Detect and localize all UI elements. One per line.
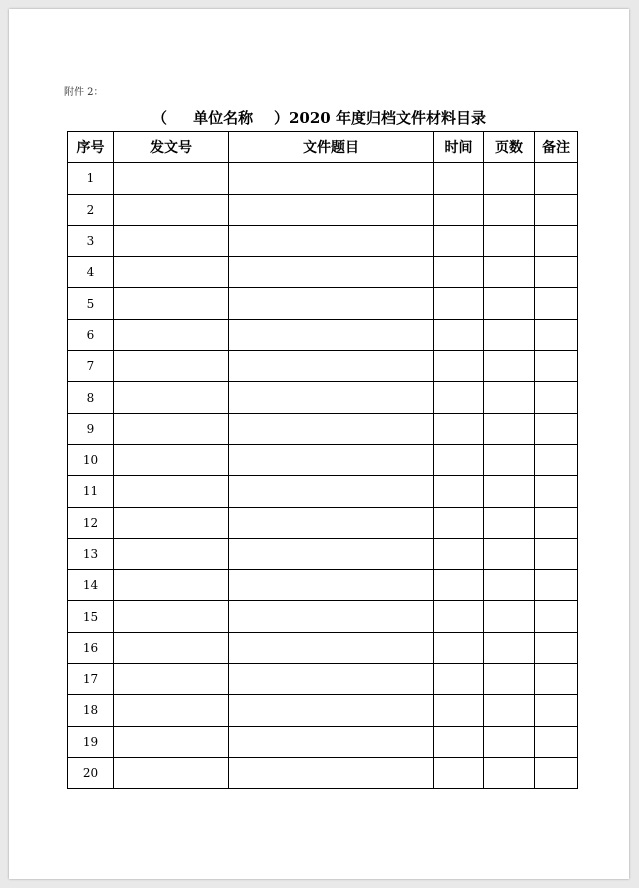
cell-pages[interactable] [484, 257, 535, 288]
cell-date[interactable] [434, 664, 484, 695]
cell-doc-title[interactable] [229, 288, 434, 319]
attachment-label: 附件 2： [64, 87, 104, 98]
cell-seq: 1 [68, 163, 114, 194]
cell-doc-number[interactable] [114, 319, 229, 350]
cell-pages[interactable] [484, 319, 535, 350]
cell-date[interactable] [434, 194, 484, 225]
cell-doc-number[interactable] [114, 726, 229, 757]
table-row [68, 601, 578, 632]
cell-pages[interactable] [484, 413, 535, 444]
cell-remarks[interactable] [535, 757, 578, 788]
cell-doc-title[interactable] [229, 538, 434, 569]
cell-pages[interactable] [484, 288, 535, 319]
cell-doc-number[interactable] [114, 570, 229, 601]
table-row [68, 444, 578, 475]
cell-doc-title[interactable] [229, 507, 434, 538]
cell-seq: 4 [68, 257, 114, 288]
cell-pages[interactable] [484, 757, 535, 788]
cell-remarks[interactable] [535, 194, 578, 225]
cell-doc-number[interactable] [114, 444, 229, 475]
cell-date[interactable] [434, 507, 484, 538]
cell-doc-number[interactable] [114, 257, 229, 288]
cell-pages[interactable] [484, 632, 535, 663]
cell-seq: 19 [68, 726, 114, 757]
table-row [68, 288, 578, 319]
cell-pages[interactable] [484, 695, 535, 726]
table-row [68, 664, 578, 695]
cell-doc-title[interactable] [229, 351, 434, 382]
header-remarks: 备注 [535, 132, 578, 163]
cell-seq: 6 [68, 319, 114, 350]
cell-remarks[interactable] [535, 225, 578, 256]
cell-doc-title[interactable] [229, 664, 434, 695]
cell-seq: 10 [68, 444, 114, 475]
table-row [68, 194, 578, 225]
cell-doc-number[interactable] [114, 757, 229, 788]
cell-doc-title[interactable] [229, 225, 434, 256]
cell-doc-title[interactable] [229, 319, 434, 350]
cell-doc-title[interactable] [229, 194, 434, 225]
table-row [68, 726, 578, 757]
table-row [68, 351, 578, 382]
table-row [68, 476, 578, 507]
cell-doc-number[interactable] [114, 538, 229, 569]
cell-seq: 15 [68, 601, 114, 632]
cell-date[interactable] [434, 476, 484, 507]
cell-pages[interactable] [484, 726, 535, 757]
cell-doc-title[interactable] [229, 726, 434, 757]
cell-date[interactable] [434, 351, 484, 382]
cell-doc-title[interactable] [229, 601, 434, 632]
table-row [68, 695, 578, 726]
cell-doc-number[interactable] [114, 507, 229, 538]
cell-pages[interactable] [484, 163, 535, 194]
cell-remarks[interactable] [535, 538, 578, 569]
cell-pages[interactable] [484, 507, 535, 538]
cell-doc-title[interactable] [229, 257, 434, 288]
cell-seq: 17 [68, 664, 114, 695]
cell-doc-number[interactable] [114, 695, 229, 726]
cell-date[interactable] [434, 382, 484, 413]
cell-remarks[interactable] [535, 476, 578, 507]
table-row [68, 319, 578, 350]
cell-doc-number[interactable] [114, 664, 229, 695]
table-header-row [68, 132, 578, 163]
cell-seq: 8 [68, 382, 114, 413]
cell-date[interactable] [434, 163, 484, 194]
cell-doc-number[interactable] [114, 632, 229, 663]
header-doc-title: 文件题目 [229, 132, 434, 163]
cell-doc-number[interactable] [114, 476, 229, 507]
cell-date[interactable] [434, 257, 484, 288]
cell-seq: 7 [68, 351, 114, 382]
cell-date[interactable] [434, 288, 484, 319]
cell-seq: 12 [68, 507, 114, 538]
header-seq: 序号 [68, 132, 114, 163]
cell-seq: 14 [68, 570, 114, 601]
cell-doc-title[interactable] [229, 632, 434, 663]
table-row [68, 225, 578, 256]
header-doc-number: 发文号 [114, 132, 229, 163]
cell-doc-number[interactable] [114, 194, 229, 225]
cell-remarks[interactable] [535, 413, 578, 444]
cell-date[interactable] [434, 601, 484, 632]
cell-date[interactable] [434, 570, 484, 601]
cell-remarks[interactable] [535, 632, 578, 663]
table-row [68, 507, 578, 538]
cell-doc-title[interactable] [229, 413, 434, 444]
cell-remarks[interactable] [535, 288, 578, 319]
cell-seq: 3 [68, 225, 114, 256]
table-row [68, 257, 578, 288]
cell-seq: 9 [68, 413, 114, 444]
archive-catalog-table [67, 131, 578, 789]
table-row [68, 570, 578, 601]
table-row [68, 163, 578, 194]
cell-date[interactable] [434, 757, 484, 788]
cell-pages[interactable] [484, 476, 535, 507]
cell-remarks[interactable] [535, 257, 578, 288]
cell-remarks[interactable] [535, 601, 578, 632]
cell-pages[interactable] [484, 538, 535, 569]
cell-date[interactable] [434, 413, 484, 444]
cell-pages[interactable] [484, 664, 535, 695]
cell-date[interactable] [434, 225, 484, 256]
cell-remarks[interactable] [535, 726, 578, 757]
cell-seq: 11 [68, 476, 114, 507]
cell-seq: 20 [68, 757, 114, 788]
document-title: （ 单位名称 ）2020 年度归档文件材料目录 [152, 109, 486, 127]
cell-pages[interactable] [484, 444, 535, 475]
cell-date[interactable] [434, 444, 484, 475]
cell-pages[interactable] [484, 601, 535, 632]
cell-doc-title[interactable] [229, 476, 434, 507]
cell-doc-number[interactable] [114, 225, 229, 256]
cell-remarks[interactable] [535, 351, 578, 382]
header-date: 时间 [434, 132, 484, 163]
table-row [68, 413, 578, 444]
cell-remarks[interactable] [535, 382, 578, 413]
cell-doc-number[interactable] [114, 413, 229, 444]
document-page [9, 9, 629, 879]
cell-seq: 18 [68, 695, 114, 726]
cell-seq: 2 [68, 194, 114, 225]
cell-pages[interactable] [484, 194, 535, 225]
cell-remarks[interactable] [535, 444, 578, 475]
table-row [68, 757, 578, 788]
table-row [68, 382, 578, 413]
cell-date[interactable] [434, 726, 484, 757]
cell-seq: 13 [68, 538, 114, 569]
cell-seq: 16 [68, 632, 114, 663]
cell-doc-number[interactable] [114, 288, 229, 319]
cell-doc-title[interactable] [229, 163, 434, 194]
cell-doc-number[interactable] [114, 382, 229, 413]
table-row [68, 632, 578, 663]
cell-doc-number[interactable] [114, 351, 229, 382]
cell-remarks[interactable] [535, 163, 578, 194]
cell-pages[interactable] [484, 351, 535, 382]
header-pages: 页数 [484, 132, 535, 163]
cell-pages[interactable] [484, 382, 535, 413]
cell-date[interactable] [434, 538, 484, 569]
cell-pages[interactable] [484, 225, 535, 256]
cell-remarks[interactable] [535, 570, 578, 601]
cell-date[interactable] [434, 695, 484, 726]
table-row [68, 538, 578, 569]
cell-remarks[interactable] [535, 695, 578, 726]
cell-doc-number[interactable] [114, 601, 229, 632]
cell-doc-number[interactable] [114, 163, 229, 194]
cell-remarks[interactable] [535, 664, 578, 695]
cell-remarks[interactable] [535, 319, 578, 350]
cell-doc-title[interactable] [229, 444, 434, 475]
cell-seq: 5 [68, 288, 114, 319]
cell-doc-title[interactable] [229, 570, 434, 601]
cell-doc-title[interactable] [229, 695, 434, 726]
cell-date[interactable] [434, 319, 484, 350]
cell-doc-title[interactable] [229, 757, 434, 788]
cell-date[interactable] [434, 632, 484, 663]
cell-pages[interactable] [484, 570, 535, 601]
cell-doc-title[interactable] [229, 382, 434, 413]
cell-remarks[interactable] [535, 507, 578, 538]
